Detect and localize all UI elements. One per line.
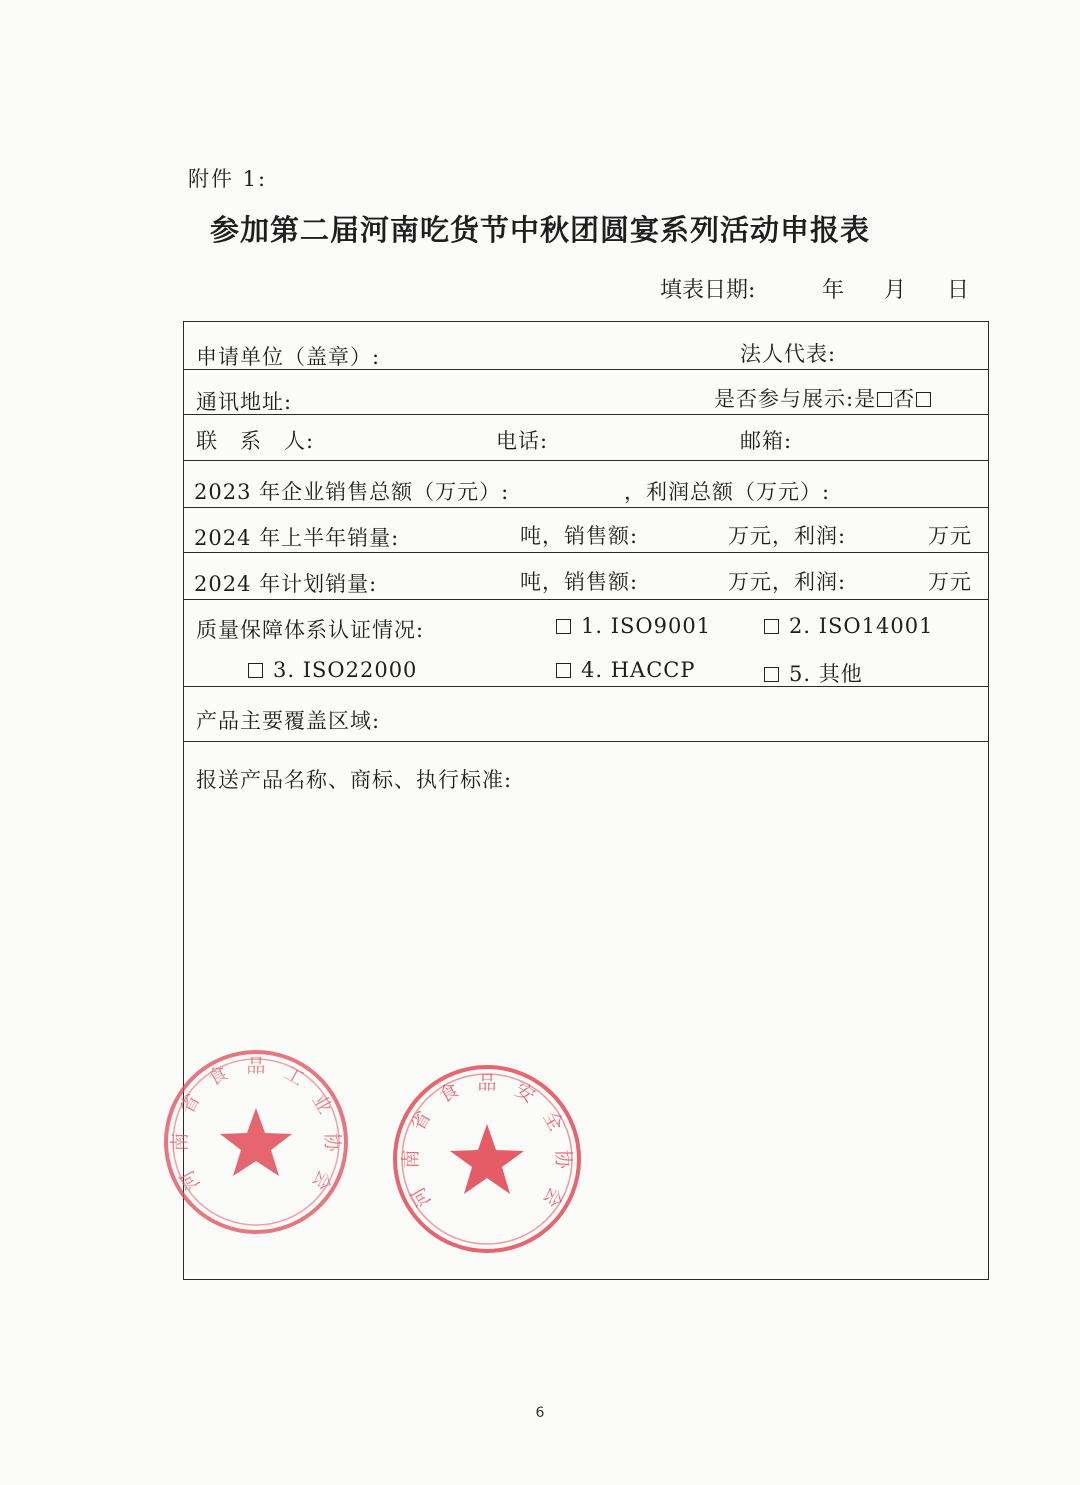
attachment-label: 附件 1: [188,167,268,191]
svg-text:南: 南 [169,1132,191,1152]
cert-option-4[interactable]: 4. HACCP [556,658,695,682]
email-label: 邮箱: [740,429,793,453]
page-number: 6 [535,1405,545,1421]
cert-checkbox-3[interactable] [248,663,263,678]
svg-text:省: 省 [406,1107,436,1135]
cert-option-2[interactable]: 2. ISO14001 [764,614,933,638]
seal-right [385,1057,590,1262]
cert-checkbox-5[interactable] [764,667,779,682]
contact-label: 联 系 人: [196,429,315,453]
month-label: 月 [884,278,907,303]
svg-text:食: 食 [435,1078,463,1108]
svg-text:河: 河 [406,1183,436,1211]
fill-date-label: 填表日期: [660,278,756,303]
plan-2024-label: 2024 年计划销量: [194,572,378,596]
sales-2023-label: 2023 年企业销售总额（万元）: [194,480,510,504]
svg-text:业: 业 [307,1090,337,1118]
cert-checkbox-1[interactable] [556,619,571,634]
plan-wanyuan-profit-label: 万元，利润: [728,570,847,594]
year-label: 年 [822,278,845,303]
svg-text:品: 品 [477,1072,497,1094]
svg-text:食: 食 [204,1061,232,1091]
exhibit-choice [714,383,932,413]
svg-text:工: 工 [280,1061,308,1091]
yes-checkbox[interactable] [877,392,892,407]
yes-label: 是 [854,387,877,411]
no-checkbox[interactable] [916,392,931,407]
address-label: 通讯地址: [196,390,293,414]
svg-text:会: 会 [307,1166,337,1194]
svg-text:会: 会 [538,1183,568,1211]
h1-wanyuan-profit-label: 万元，利润: [728,524,847,548]
phone-label: 电话: [496,429,549,453]
row-contact [184,415,988,461]
seal-left [156,1042,356,1242]
profit-total-label: ，利润总额（万元）: [624,480,831,504]
legal-rep-label: 法人代表: [740,342,837,366]
applicant-label: 申请单位（盖章）: [196,345,381,369]
plan-ton-sales-label: 吨，销售额: [520,570,639,594]
h1-wanyuan-label: 万元 [928,524,972,548]
exhibit-label: 是否参与展示: [714,387,855,411]
svg-text:河: 河 [175,1166,205,1194]
cert-checkbox-4[interactable] [556,663,571,678]
svg-text:协: 协 [321,1132,343,1152]
cert-option-5[interactable]: 5. 其他 [764,658,863,688]
svg-text:安: 安 [511,1078,539,1108]
row-region [184,687,988,742]
row-quality-cert [184,600,988,687]
cert-checkbox-2[interactable] [764,619,779,634]
row-h1-2024 [184,508,988,553]
day-label: 日 [947,278,970,303]
svg-text:全: 全 [538,1107,568,1135]
plan-wanyuan-label: 万元 [928,570,972,594]
region-label: 产品主要覆盖区域: [196,709,381,733]
svg-text:省: 省 [175,1090,205,1118]
h1-ton-sales-label: 吨，销售额: [520,524,639,548]
quality-label: 质量保障体系认证情况: [196,618,425,642]
h1-2024-label: 2024 年上半年销量: [194,526,400,550]
svg-text:协: 协 [552,1149,574,1169]
row-applicant [184,322,988,370]
cert-option-3[interactable]: 3. ISO22000 [248,658,417,682]
row-address [184,370,988,415]
form-title: 参加第二届河南吃货节中秋团圆宴系列活动申报表 [209,213,870,247]
svg-text:品: 品 [246,1055,266,1077]
products-label: 报送产品名称、商标、执行标准: [196,768,513,792]
row-sales-2023 [184,461,988,508]
no-label: 否 [893,387,916,411]
cert-option-1[interactable]: 1. ISO9001 [556,614,711,638]
row-plan-2024 [184,553,988,600]
svg-text:南: 南 [400,1149,422,1169]
